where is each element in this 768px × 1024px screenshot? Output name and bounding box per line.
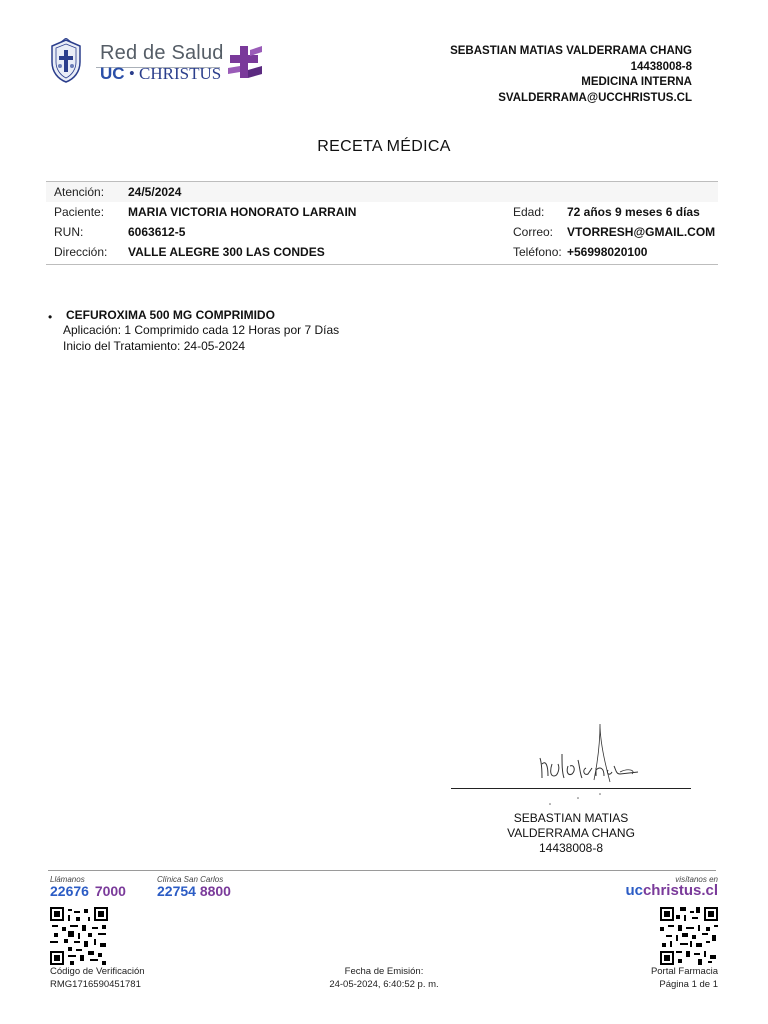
emission-label: Fecha de Emisión:	[344, 966, 424, 977]
doctor-specialty: MEDICINA INTERNA	[581, 76, 692, 88]
emission-date: 24-05-2024, 6:40:52 p. m.	[329, 979, 439, 990]
logo-christus: CHRISTUS	[139, 64, 222, 83]
qr-portal-icon[interactable]	[660, 907, 718, 965]
row-paciente	[46, 204, 718, 220]
drug-application: Aplicación: 1 Comprimido cada 12 Horas por 7 Días	[63, 323, 340, 337]
page-title: RECETA MÉDICA	[317, 138, 451, 155]
signature-line	[451, 788, 691, 789]
doctor-name: SEBASTIAN MATIAS VALDERRAMA CHANG	[450, 45, 692, 57]
doctor-id: 14438008-8	[630, 60, 692, 73]
clinic-number-part1: 22754	[157, 883, 196, 899]
run-value: 6063612-5	[128, 225, 186, 239]
verification-block	[50, 965, 145, 991]
paciente-label: Paciente:	[54, 205, 105, 219]
run-label: RUN:	[54, 225, 84, 239]
logo-separator: •	[128, 64, 135, 83]
row-direccion	[46, 244, 718, 260]
verification-code: RMG1716590451781	[50, 979, 141, 990]
telefono-label: Teléfono:	[513, 245, 562, 259]
edad-value: 72 años 9 meses 6 días	[567, 205, 700, 219]
call-label: Llámanos	[50, 875, 85, 884]
atencion-value: 24/5/2024	[128, 185, 182, 199]
drug-name: CEFUROXIMA 500 MG COMPRIMIDO	[66, 308, 275, 322]
emission-block	[284, 965, 484, 991]
row-run	[46, 224, 718, 240]
doctor-email: SVALDERRAMA@UCCHRISTUS.CL	[498, 91, 692, 104]
call-number-part1: 22676	[50, 883, 89, 899]
signer-id: 14438008-8	[538, 841, 604, 855]
logo-line2	[100, 64, 221, 84]
signature-block	[451, 811, 691, 856]
portal-label[interactable]: Portal Farmacia	[650, 966, 718, 977]
red-de-salud-logo	[48, 38, 270, 88]
signature-image	[520, 720, 660, 810]
signer-name-line2: VALDERRAMA CHANG	[507, 826, 635, 840]
qr-verification-icon[interactable]	[50, 907, 108, 965]
row-atencion	[46, 184, 718, 200]
clinic-label: Clínica San Carlos	[157, 875, 224, 884]
direccion-value: VALLE ALEGRE 300 LAS CONDES	[128, 245, 325, 259]
telefono-value: +56998020100	[567, 245, 648, 259]
paciente-value: MARIA VICTORIA HONORATO LARRAIN	[128, 205, 357, 219]
atencion-label: Atención:	[54, 185, 105, 199]
edad-label: Edad:	[513, 205, 545, 219]
clinic-number-part2: 8800	[199, 883, 231, 899]
correo-value: VTORRESH@GMAIL.COM	[567, 225, 716, 239]
list-bullet: •	[48, 310, 53, 324]
christus-cross-icon	[226, 46, 266, 82]
website-part2: christus.cl	[642, 882, 718, 899]
page-number: Página 1 de 1	[659, 979, 718, 990]
correo-label: Correo:	[513, 225, 554, 239]
clinic-number[interactable]	[157, 883, 231, 899]
signer-name-line1: SEBASTIAN MATIAS	[513, 811, 629, 825]
uc-seal-icon	[48, 38, 84, 84]
portal-block	[651, 965, 718, 991]
patient-info-table	[46, 181, 718, 265]
verification-label: Código de Verificación	[50, 966, 145, 977]
visit-label: visítanos en	[675, 875, 718, 884]
logo-line1: Red de Salud	[100, 42, 224, 64]
direccion-label: Dirección:	[54, 245, 108, 259]
footer-divider	[48, 870, 716, 871]
treatment-start: Inicio del Tratamiento: 24-05-2024	[63, 339, 246, 353]
call-number[interactable]	[50, 883, 126, 899]
website-part1: uc	[625, 882, 643, 899]
logo-uc: UC	[100, 64, 125, 83]
call-number-part2: 7000	[94, 883, 126, 899]
website-link[interactable]	[625, 882, 718, 899]
doctor-info	[450, 44, 692, 106]
